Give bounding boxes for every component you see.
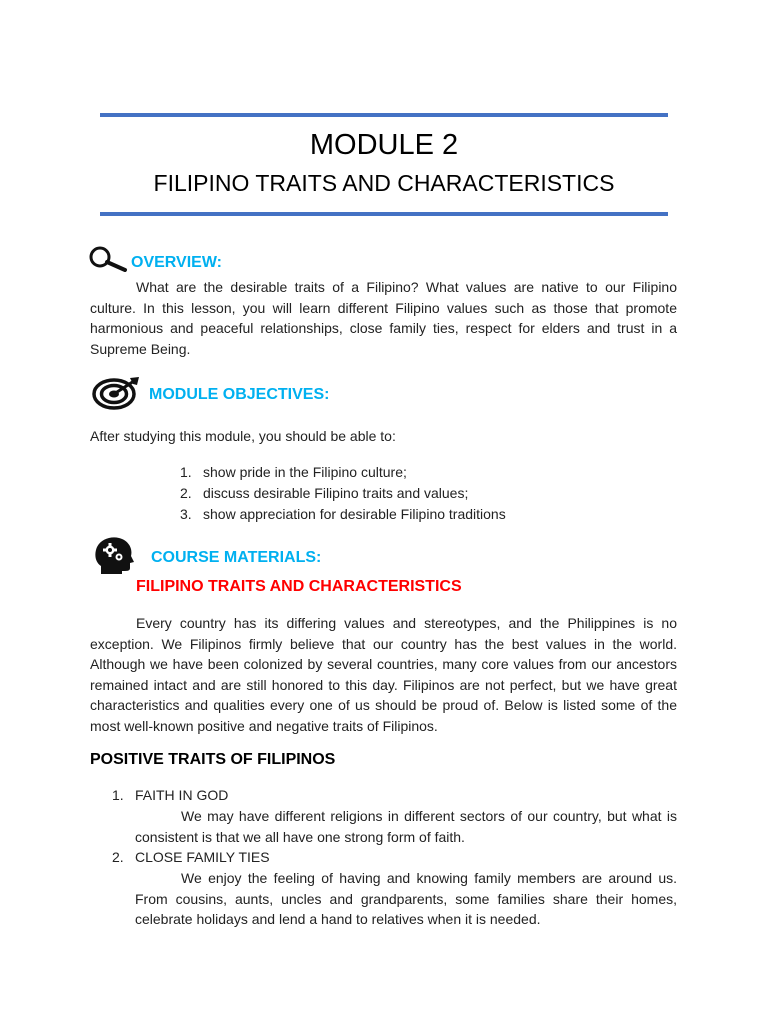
item-text: show appreciation for desirable Filipino traditions: [203, 506, 506, 522]
list-item: [180, 462, 506, 483]
module-subtitle: FILIPINO TRAITS AND CHARACTERISTICS: [153, 170, 615, 196]
list-item: [180, 504, 506, 525]
trait-text: We enjoy the feeling of having and knowing family members are around us. From cousins, aunts, uncles and grandparents, some families share their homes, celebrate holidays and lend a hand to relatives when it is needed.: [135, 870, 677, 928]
objectives-list: [180, 462, 506, 525]
item-number: 2.: [180, 485, 192, 501]
objectives-intro: After studying this module, you should be able to:: [90, 428, 396, 444]
overview-body: What are the desirable traits of a Filipino? What values are native to our Filipino culture. In this lesson, you will learn different Filipino values such as those that promote harmonious and peaceful relationships, close family ties, respect for elders and trust in a Supreme Being.: [90, 279, 677, 357]
trait-description: [135, 868, 677, 930]
item-number: 1.: [180, 464, 192, 480]
trait-number: 2.: [112, 849, 124, 865]
trait-description: [135, 806, 677, 847]
top-divider: [100, 113, 668, 117]
trait-name: FAITH IN GOD: [135, 787, 229, 803]
course-materials-subheading: FILIPINO TRAITS AND CHARACTERISTICS: [136, 578, 462, 595]
module-title: MODULE 2: [309, 129, 459, 161]
item-text: show pride in the Filipino culture;: [203, 464, 407, 480]
trait-name: CLOSE FAMILY TIES: [135, 849, 270, 865]
trait-text: We may have different religions in different sectors of our country, but what is consistent is that we all have one strong form of faith.: [135, 808, 677, 845]
item-text: discuss desirable Filipino traits and values;: [203, 485, 469, 501]
trait-number: 1.: [112, 787, 124, 803]
target-icon: [92, 376, 140, 415]
course-materials-text: [90, 613, 677, 737]
magnifier-icon: [88, 246, 128, 277]
bottom-divider: [100, 212, 668, 216]
item-number: 3.: [180, 506, 192, 522]
overview-text: [90, 277, 677, 359]
trait-title: [112, 785, 228, 805]
head-gears-icon: [93, 536, 135, 581]
positive-traits-heading: POSITIVE TRAITS OF FILIPINOS: [90, 751, 336, 768]
objectives-heading: MODULE OBJECTIVES:: [149, 386, 330, 403]
overview-heading: OVERVIEW:: [131, 254, 222, 271]
list-item: [180, 483, 506, 504]
trait-title: [112, 847, 270, 867]
course-materials-heading: COURSE MATERIALS:: [151, 549, 322, 566]
course-materials-body: Every country has its differing values and stereotypes, and the Philippines is no exception. We Filipinos firmly believe that our country has the best values in the world. Although we have been colonized by several countries, many core values from our ancestors remained intact and are still honored to this day. Filipinos are not perfect, but we have great characteristics and qualities every one of us should be proud of. Below is listed some of the most well-known positive and negative traits of Filipinos.: [90, 615, 677, 734]
